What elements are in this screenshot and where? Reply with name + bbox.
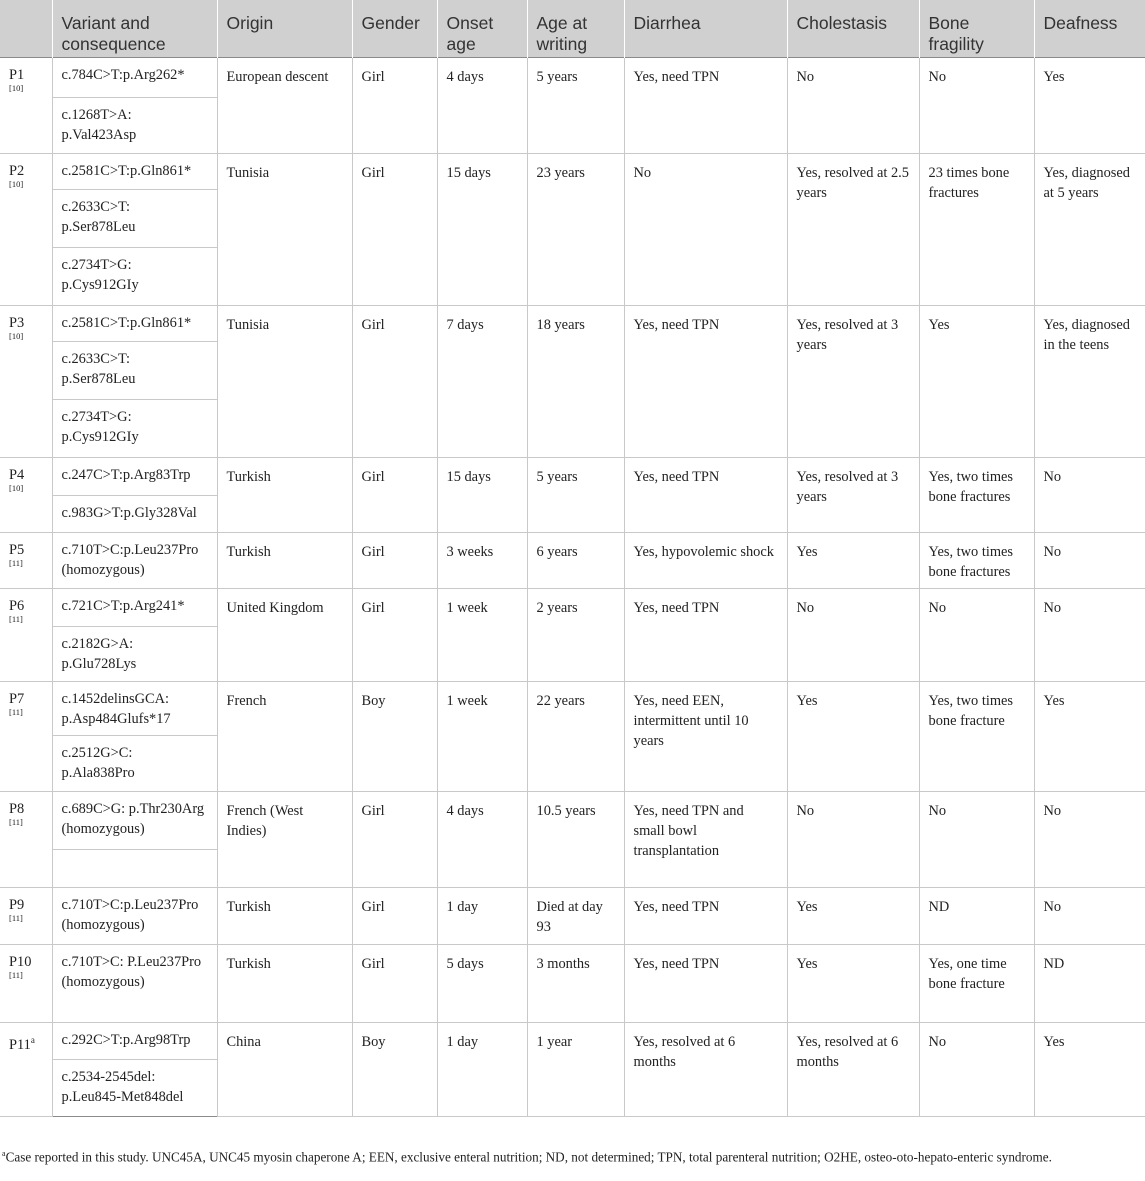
cholestasis-cell: Yes, resolved at 6 months: [787, 1023, 919, 1117]
variant-cell: c.2734T>G: p.Cys912GIy: [52, 248, 217, 306]
diarrhea-cell: Yes, resolved at 6 months: [624, 1023, 787, 1117]
table-row: [0, 458, 1145, 496]
table-row: [0, 306, 1145, 342]
diarrhea-cell: Yes, need TPN: [624, 589, 787, 682]
reference-citation: [10]: [9, 179, 24, 189]
table-row: [0, 533, 1145, 589]
diarrhea-cell: No: [624, 154, 787, 306]
diarrhea-cell: Yes, need TPN: [624, 58, 787, 154]
deafness-cell: No: [1034, 533, 1145, 589]
variant-cell: c.710T>C:p.Leu237Pro (homozygous): [52, 888, 217, 945]
origin-cell: United Kingdom: [217, 589, 352, 682]
header-cell: Age at writing: [527, 0, 624, 58]
cholestasis-cell: Yes: [787, 682, 919, 792]
age-cell: 22 years: [527, 682, 624, 792]
diarrhea-cell: Yes, need TPN: [624, 306, 787, 458]
deafness-cell: Yes, diagnosed in the teens: [1034, 306, 1145, 458]
patient-id: P4: [9, 467, 25, 483]
patient-id-cell: [0, 792, 52, 888]
patient-id: P7: [9, 691, 25, 707]
diarrhea-cell: Yes, need TPN: [624, 888, 787, 945]
variant-cell: c.2512G>C: p.Ala838Pro: [52, 736, 217, 792]
gender-cell: Girl: [352, 945, 437, 1023]
age-cell: 18 years: [527, 306, 624, 458]
age-cell: 3 months: [527, 945, 624, 1023]
reference-citation: [10]: [9, 83, 24, 93]
onset-cell: 7 days: [437, 306, 527, 458]
patient-id: P11$^a$: [9, 1035, 35, 1053]
diarrhea-cell: Yes, hypovolemic shock: [624, 533, 787, 589]
onset-cell: 15 days: [437, 458, 527, 533]
age-cell: 2 years: [527, 589, 624, 682]
variant-cell: c.983G>T:p.Gly328Val: [52, 496, 217, 533]
deafness-cell: No: [1034, 888, 1145, 945]
table-header-row: [0, 0, 1145, 58]
bone-cell: ND: [919, 888, 1034, 945]
patient-id-cell: [0, 533, 52, 589]
variant-cell: c.2633C>T: p.Ser878Leu: [52, 190, 217, 248]
age-cell: Died at day 93: [527, 888, 624, 945]
age-cell: 5 years: [527, 458, 624, 533]
patient-id-cell: [0, 1023, 52, 1117]
patient-id-cell: [0, 58, 52, 154]
reference-citation: [11]: [9, 817, 23, 827]
variant-cell: c.2182G>A: p.Glu728Lys: [52, 627, 217, 682]
deafness-cell: Yes: [1034, 682, 1145, 792]
gender-cell: Girl: [352, 154, 437, 306]
reference-citation: [11]: [9, 558, 23, 568]
diarrhea-cell: Yes, need TPN and small bowl transplantation: [624, 792, 787, 888]
age-cell: 6 years: [527, 533, 624, 589]
gender-cell: Boy: [352, 1023, 437, 1117]
cholestasis-cell: Yes: [787, 888, 919, 945]
origin-cell: Tunisia: [217, 306, 352, 458]
bone-cell: Yes, two times bone fracture: [919, 682, 1034, 792]
header-cell: Variant and consequence: [52, 0, 217, 58]
gender-cell: Girl: [352, 888, 437, 945]
table-row: [0, 589, 1145, 627]
patient-id-cell: [0, 945, 52, 1023]
header-cell: Deafness: [1034, 0, 1145, 58]
deafness-cell: No: [1034, 458, 1145, 533]
patient-id-cell: [0, 154, 52, 306]
onset-cell: 4 days: [437, 792, 527, 888]
onset-cell: 3 weeks: [437, 533, 527, 589]
onset-cell: 4 days: [437, 58, 527, 154]
bone-cell: Yes, two times bone fractures: [919, 458, 1034, 533]
patient-id: P6: [9, 598, 25, 614]
cholestasis-cell: No: [787, 58, 919, 154]
onset-cell: 1 day: [437, 888, 527, 945]
variant-cell: c.2633C>T: p.Ser878Leu: [52, 342, 217, 400]
bone-cell: No: [919, 1023, 1034, 1117]
gender-cell: Girl: [352, 533, 437, 589]
origin-cell: China: [217, 1023, 352, 1117]
bone-cell: No: [919, 58, 1034, 154]
variant-cell: c.2581C>T:p.Gln861*: [52, 154, 217, 190]
header-cell: Diarrhea: [624, 0, 787, 58]
diarrhea-cell: Yes, need EEN, intermittent until 10 years: [624, 682, 787, 792]
cholestasis-cell: Yes: [787, 945, 919, 1023]
footnote-text: Case reported in this study. UNC45A, UNC45 myosin chaperone A; EEN, exclusive enteral nutrition; ND, not determined; TPN, total parenteral nutrition; O2HE, osteo-oto-hepato-enteric syndrome.: [5, 1149, 1052, 1165]
table-body: [0, 58, 1145, 1117]
patient-id: P9: [9, 897, 25, 913]
onset-cell: 1 week: [437, 589, 527, 682]
age-cell: 1 year: [527, 1023, 624, 1117]
header-cell: Bone fragility: [919, 0, 1034, 58]
reference-citation: [11]: [9, 913, 23, 923]
bone-cell: No: [919, 792, 1034, 888]
variant-cell: c.2734T>G: p.Cys912GIy: [52, 400, 217, 458]
patient-id: P1: [9, 67, 25, 83]
origin-cell: French: [217, 682, 352, 792]
diarrhea-cell: Yes, need TPN: [624, 458, 787, 533]
patient-id-cell: [0, 589, 52, 682]
reference-citation: [11]: [9, 614, 23, 624]
origin-cell: Turkish: [217, 945, 352, 1023]
age-cell: 10.5 years: [527, 792, 624, 888]
age-cell: 5 years: [527, 58, 624, 154]
deafness-cell: No: [1034, 589, 1145, 682]
gender-cell: Girl: [352, 58, 437, 154]
table-row: [0, 154, 1145, 190]
reference-citation: [10]: [9, 483, 24, 493]
onset-cell: 1 day: [437, 1023, 527, 1117]
table-row: [0, 1023, 1145, 1060]
variant-cell: c.292C>T:p.Arg98Trp: [52, 1023, 217, 1060]
variant-cell: c.721C>T:p.Arg241*: [52, 589, 217, 627]
origin-cell: Turkish: [217, 888, 352, 945]
deafness-cell: Yes: [1034, 58, 1145, 154]
header-cell: Cholestasis: [787, 0, 919, 58]
patient-id-cell: [0, 888, 52, 945]
table-footnote: [2, 1145, 1142, 1166]
bone-cell: No: [919, 589, 1034, 682]
onset-cell: 15 days: [437, 154, 527, 306]
gender-cell: Girl: [352, 458, 437, 533]
cholestasis-cell: No: [787, 589, 919, 682]
patient-id: P2: [9, 163, 25, 179]
cholestasis-cell: Yes: [787, 533, 919, 589]
reference-citation: [11]: [9, 707, 23, 717]
variant-cell: c.247C>T:p.Arg83Trp: [52, 458, 217, 496]
header-cell: Onset age: [437, 0, 527, 58]
patient-id-cell: [0, 458, 52, 533]
patient-id: P10: [9, 954, 32, 970]
cholestasis-cell: Yes, resolved at 3 years: [787, 306, 919, 458]
variant-cell: c.1268T>A: p.Val423Asp: [52, 98, 217, 154]
origin-cell: Turkish: [217, 458, 352, 533]
table-row: [0, 945, 1145, 1023]
variant-cell: c.689C>G: p.Thr230Arg (homozygous): [52, 792, 217, 850]
reference-citation: [10]: [9, 331, 24, 341]
origin-cell: Tunisia: [217, 154, 352, 306]
origin-cell: Turkish: [217, 533, 352, 589]
origin-cell: European descent: [217, 58, 352, 154]
footnote-marker: a: [30, 1035, 35, 1045]
header-cell: [0, 0, 52, 58]
variant-cell: c.710T>C: P.Leu237Pro (homozygous): [52, 945, 217, 1023]
gender-cell: Girl: [352, 306, 437, 458]
deafness-cell: Yes: [1034, 1023, 1145, 1117]
age-cell: 23 years: [527, 154, 624, 306]
patient-id-cell: [0, 306, 52, 458]
diarrhea-cell: Yes, need TPN: [624, 945, 787, 1023]
origin-cell: French (West Indies): [217, 792, 352, 888]
table-row: [0, 792, 1145, 850]
onset-cell: 1 week: [437, 682, 527, 792]
patient-id: P3: [9, 315, 25, 331]
table-row: [0, 58, 1145, 98]
variant-cell: c.710T>C:p.Leu237Pro (homozygous): [52, 533, 217, 589]
patient-id-cell: [0, 682, 52, 792]
cholestasis-cell: Yes, resolved at 3 years: [787, 458, 919, 533]
reference-citation: [11]: [9, 970, 23, 980]
table-row: [0, 682, 1145, 736]
table-row: [0, 888, 1145, 945]
variant-cell: [52, 850, 217, 888]
variant-cell: c.2534-2545del: p.Leu845-Met848del: [52, 1060, 217, 1117]
variant-cell: c.2581C>T:p.Gln861*: [52, 306, 217, 342]
gender-cell: Boy: [352, 682, 437, 792]
cholestasis-cell: No: [787, 792, 919, 888]
deafness-cell: ND: [1034, 945, 1145, 1023]
bone-cell: 23 times bone fractures: [919, 154, 1034, 306]
header-cell: Gender: [352, 0, 437, 58]
bone-cell: Yes, two times bone fractures: [919, 533, 1034, 589]
deafness-cell: Yes, diagnosed at 5 years: [1034, 154, 1145, 306]
footnote-marker: a: [2, 1149, 6, 1158]
patient-id: P8: [9, 801, 25, 817]
patient-id: P5: [9, 542, 25, 558]
bone-cell: Yes: [919, 306, 1034, 458]
cholestasis-cell: Yes, resolved at 2.5 years: [787, 154, 919, 306]
bone-cell: Yes, one time bone fracture: [919, 945, 1034, 1023]
onset-cell: 5 days: [437, 945, 527, 1023]
gender-cell: Girl: [352, 792, 437, 888]
gender-cell: Girl: [352, 589, 437, 682]
header-cell: Origin: [217, 0, 352, 58]
variant-cell: c.784C>T:p.Arg262*: [52, 58, 217, 98]
deafness-cell: No: [1034, 792, 1145, 888]
variant-cell: c.1452delinsGCA: p.Asp484Glufs*17: [52, 682, 217, 736]
